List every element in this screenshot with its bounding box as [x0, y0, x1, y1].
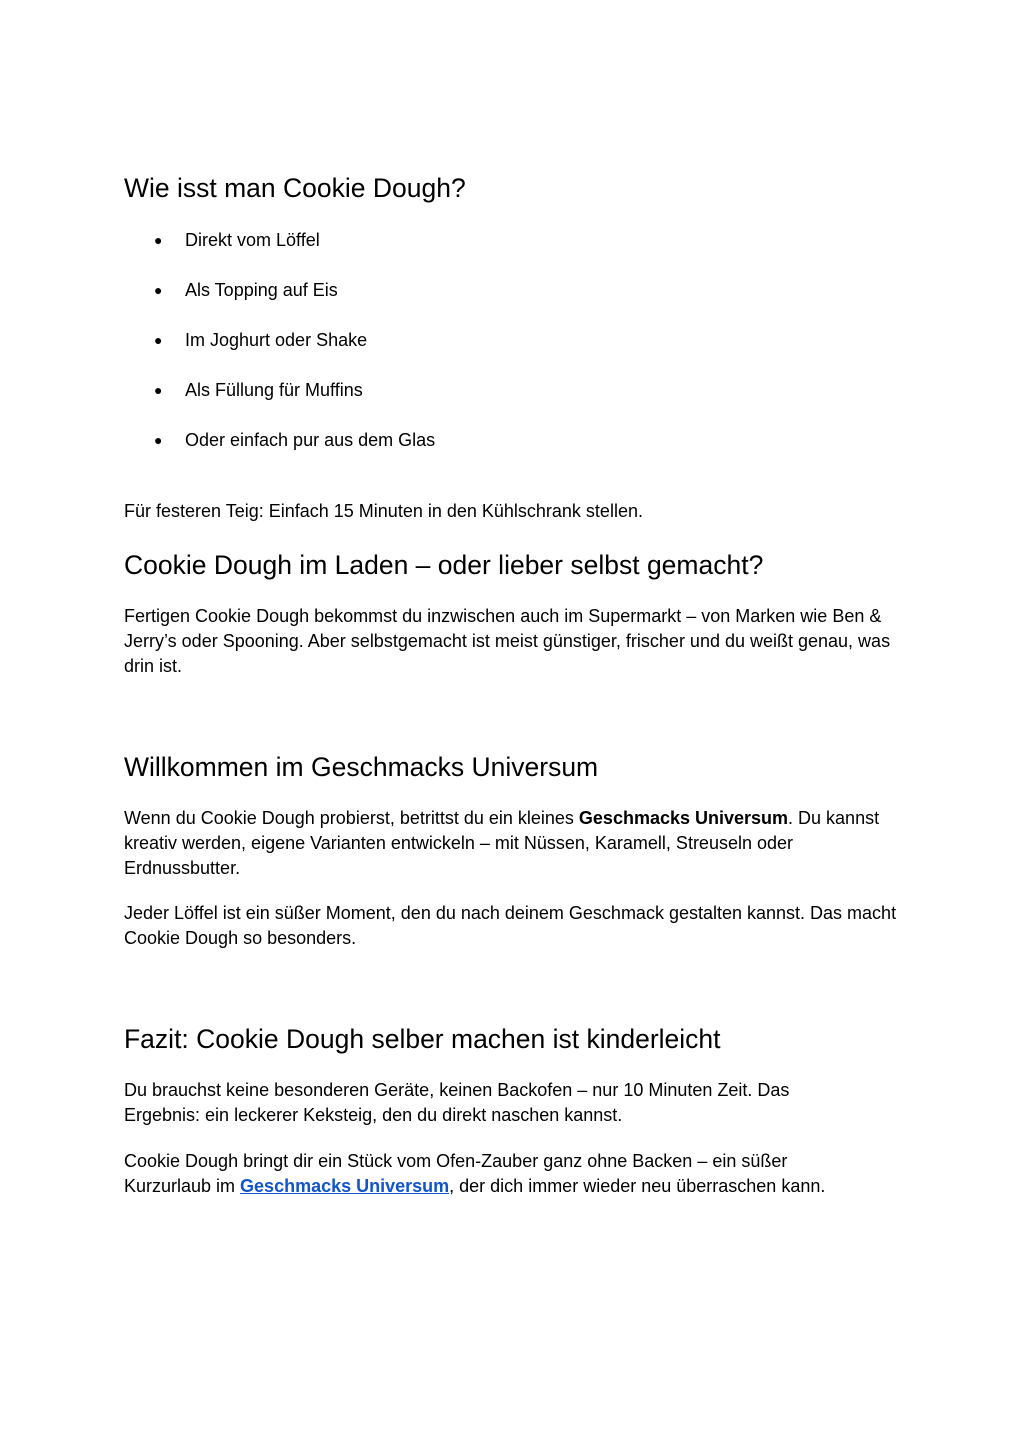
- bullet-icon: ●: [154, 232, 163, 248]
- heading-conclusion: Fazit: Cookie Dough selber machen ist kinderleicht: [124, 1024, 721, 1054]
- list-item-text: Als Füllung für Muffins: [185, 380, 363, 400]
- conclusion-paragraph-1: Du brauchst keine besonderen Geräte, keinen Backofen – nur 10 Minuten Zeit. Das Ergebnis: ein leckerer Keksteig, den du direkt naschen kannst.: [124, 1080, 790, 1125]
- heading-how-to-eat: Wie isst man Cookie Dough?: [124, 173, 466, 203]
- list-item-text: Im Joghurt oder Shake: [185, 330, 368, 350]
- list-item-text: Als Topping auf Eis: [185, 280, 338, 300]
- list-item: [124, 228, 824, 278]
- conclusion-p2-text-start: Cookie Dough bringt dir ein Stück vom Ofen-Zauber ganz ohne Backen – ein süßer Kurzurlaub im: [124, 1151, 788, 1196]
- eating-options-list: [124, 228, 824, 478]
- bullet-icon: ●: [154, 332, 163, 348]
- chill-tip-paragraph: Für festeren Teig: Einfach 15 Minuten in den Kühlschrank stellen.: [124, 501, 643, 521]
- geschmacks-universum-link[interactable]: Geschmacks Universum: [240, 1176, 450, 1196]
- bullet-icon: ●: [154, 282, 163, 298]
- universe-paragraph-2: Jeder Löffel ist ein süßer Moment, den du nach deinem Geschmack gestalten kannst. Das macht Cookie Dough so besonders.: [124, 903, 897, 948]
- universe-paragraph-1: [124, 806, 899, 881]
- bullet-icon: ●: [154, 432, 163, 448]
- bullet-icon: ●: [154, 382, 163, 398]
- universe-p1-text-end: . Du kannst kreativ werden, eigene Varianten entwickeln – mit Nüssen, Karamell, Streuseln oder Erdnussbutter.: [124, 808, 880, 878]
- list-item-text: Oder einfach pur aus dem Glas: [185, 430, 436, 450]
- list-item-text: Direkt vom Löffel: [185, 230, 320, 250]
- heading-welcome-universe: Willkommen im Geschmacks Universum: [124, 752, 599, 782]
- store-vs-homemade-paragraph: Fertigen Cookie Dough bekommst du inzwischen auch im Supermarkt – von Marken wie Ben & Jerry’s oder Spooning. Aber selbstgemacht ist meist günstiger, frischer und du weißt genau, was drin ist.: [124, 606, 891, 676]
- heading-store-vs-homemade: Cookie Dough im Laden – oder lieber selbst gemacht?: [124, 550, 764, 580]
- list-item: [124, 278, 824, 328]
- list-item: [124, 328, 824, 378]
- conclusion-paragraph-2: [124, 1149, 869, 1199]
- conclusion-p2-text-end: , der dich immer wieder neu überraschen kann.: [449, 1176, 826, 1196]
- universe-bold-term: Geschmacks Universum: [578, 808, 789, 828]
- universe-p1-text-start: Wenn du Cookie Dough probierst, betrittst du ein kleines: [124, 808, 579, 828]
- list-item: [124, 428, 824, 478]
- list-item: [124, 378, 824, 428]
